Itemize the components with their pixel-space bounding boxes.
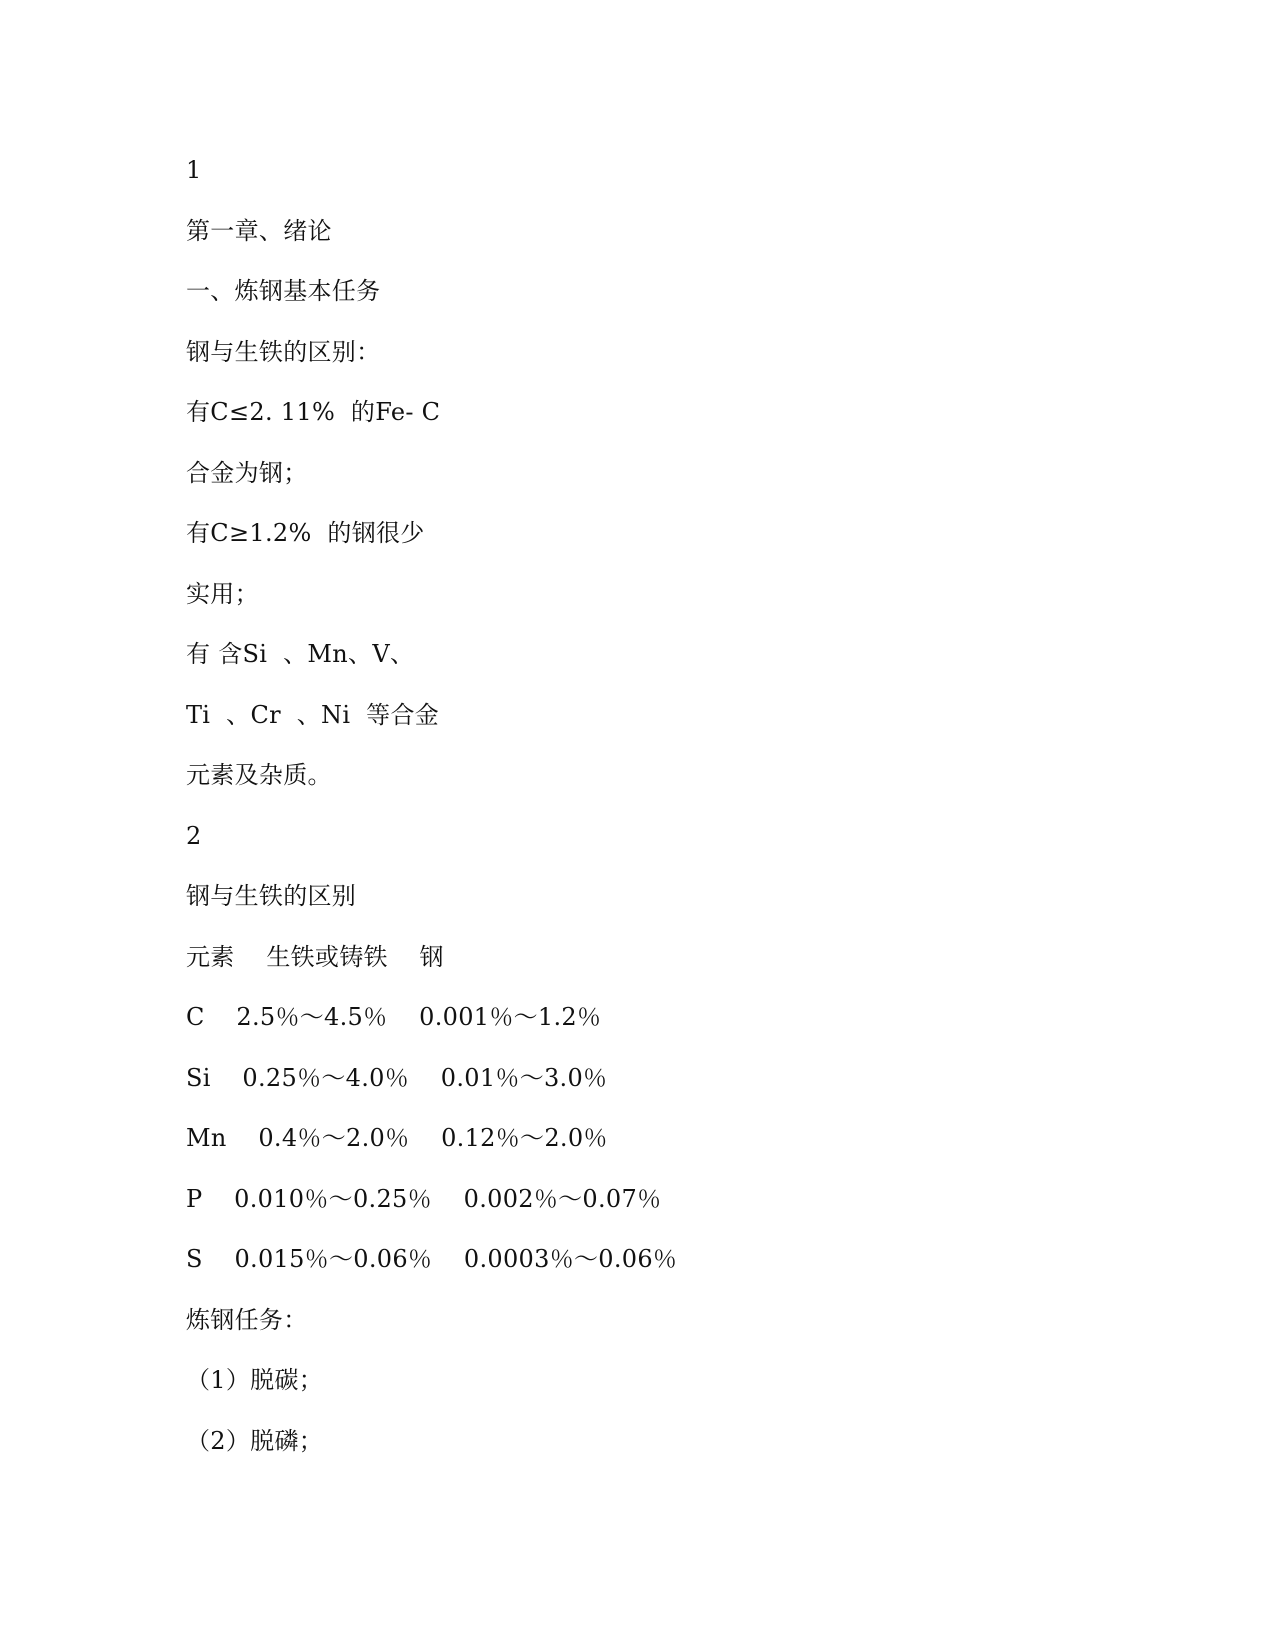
page-number: 2: [186, 821, 202, 850]
text-line: 实用；: [186, 579, 259, 608]
page-number: 1: [186, 156, 202, 184]
text-line: 元素及杂质。: [186, 761, 332, 789]
chapter-title: 第一章、绪论: [186, 216, 332, 245]
table-row-line: C 2.5％～4.5％ 0.001％～1.2％: [186, 1003, 602, 1031]
table-header-line: 元素 生铁或铸铁 钢: [186, 942, 444, 971]
text-line: 钢与生铁的区别: [186, 882, 357, 910]
text-line: 钢与生铁的区别：: [186, 337, 381, 366]
text-line: 有 含Si 、Mn、V、: [186, 640, 415, 668]
text-line: 有C≤2. 11% 的Fe- C: [186, 398, 441, 426]
table-row-line: Mn 0.4％～2.0％ 0.12％～2.0％: [186, 1124, 608, 1152]
text-line: Ti 、Cr 、Ni 等合金: [186, 700, 440, 729]
list-item: （2）脱磷；: [186, 1426, 324, 1455]
table-row-line: Si 0.25％～4.0％ 0.01％～3.0％: [186, 1063, 608, 1092]
document-body: [186, 140, 1086, 1471]
table-row-line: S 0.015％～0.06％ 0.0003％～0.06％: [186, 1245, 678, 1273]
section-heading: 一、炼钢基本任务: [186, 277, 381, 305]
text-line: 炼钢任务：: [186, 1305, 308, 1334]
list-item: （1）脱碳；: [186, 1366, 324, 1394]
text-line: 有C≥1.2% 的钢很少: [186, 519, 425, 547]
text-line: 合金为钢；: [186, 458, 308, 487]
table-row-line: P 0.010％～0.25％ 0.002％～0.07％: [186, 1184, 662, 1213]
